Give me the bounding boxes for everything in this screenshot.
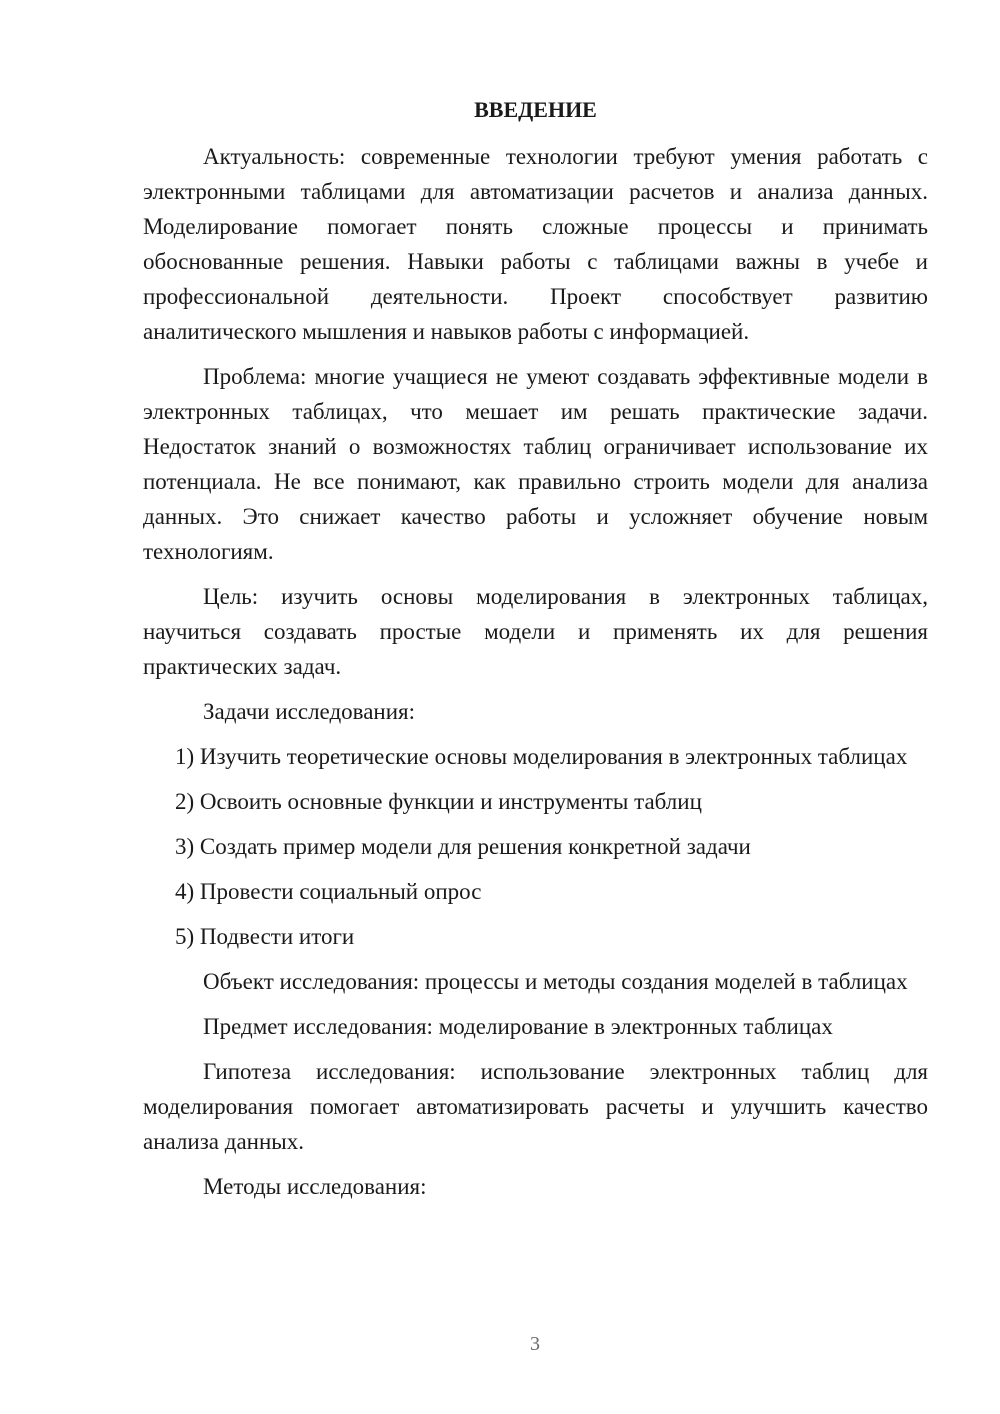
tasks-heading: Задачи исследования:: [203, 699, 416, 724]
task-item-2: 2) Освоить основные функции и инструменты таблиц: [175, 789, 702, 814]
object-paragraph: Объект исследования: процессы и методы создания моделей в таблицах: [203, 969, 908, 994]
methods-heading: Методы исследования:: [203, 1174, 427, 1199]
task-item-5: 5) Подвести итоги: [175, 924, 355, 949]
goal-paragraph: Цель: изучить основы моделирования в электронных таблицах, научиться создавать простые модели и применять их для решения практических задач.: [143, 584, 928, 679]
task-item-1: 1) Изучить теоретические основы моделирования в электронных таблицах: [175, 744, 908, 769]
page-title: ВВЕДЕНИЕ: [474, 97, 597, 122]
task-item-3: 3) Создать пример модели для решения конкретной задачи: [175, 834, 751, 859]
task-item-4: 4) Провести социальный опрос: [175, 879, 482, 904]
problem-paragraph: Проблема: многие учащиеся не умеют создавать эффективные модели в электронных таблицах, что мешает им решать практические задачи. Недостаток знаний о возможностях таблиц ограничивает использование их потенциала. Не все понимают, как правильно строить модели для анализа данных. Это снижает качество работы и усложняет обучение новым технологиям.: [143, 364, 928, 564]
document-page: [143, 92, 928, 1214]
relevance-paragraph: Актуальность: современные технологии требуют умения работать с электронными таблицами для автоматизации расчетов и анализа данных. Моделирование помогает понять сложные процессы и принимать обоснованные решения. Навыки работы с таблицами важны в учебе и профессиональной деятельности. Проект способствует развитию аналитического мышления и навыков работы с информацией.: [143, 144, 928, 344]
hypothesis-paragraph: Гипотеза исследования: использование электронных таблиц для моделирования помогает автоматизировать расчеты и улучшить качество анализа данных.: [143, 1059, 928, 1154]
subject-paragraph: Предмет исследования: моделирование в электронных таблицах: [203, 1014, 833, 1039]
page-number: 3: [530, 1333, 540, 1355]
